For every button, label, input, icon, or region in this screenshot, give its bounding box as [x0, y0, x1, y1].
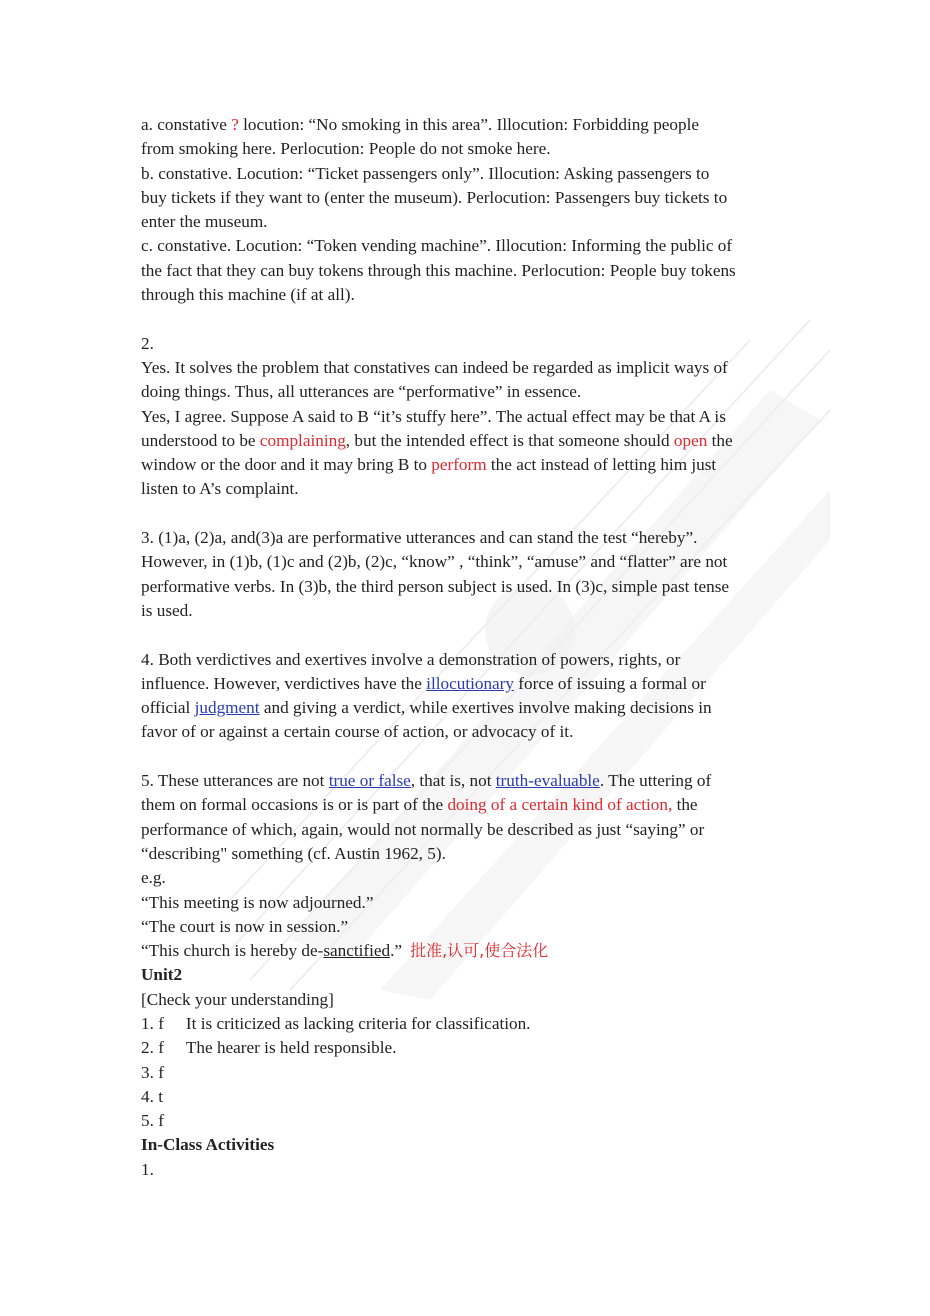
text: “This church is hereby de-: [141, 941, 324, 961]
link-true-or-false[interactable]: true or false: [328, 771, 411, 791]
section-5-line3: performance of which, again, would not normally be described as just “saying” or: [141, 819, 705, 839]
highlight-perform: perform: [431, 455, 487, 475]
answer-item: [141, 1109, 801, 1133]
section-2-p2-line1: Yes, I agree. Suppose A said to B “it’s stuffy here”. The actual effect may be that A is: [141, 406, 726, 426]
text: the: [672, 795, 698, 815]
check-understanding-heading: [Check your understanding]: [141, 989, 334, 1009]
answer-item: [141, 1085, 801, 1109]
section-2-p2-line2: [141, 429, 801, 453]
document-page: [141, 113, 801, 1182]
answer-number: 2. f: [141, 1038, 164, 1058]
chinese-annotation: 批准,认可,使合法化: [410, 941, 549, 961]
answer-number: 3. f: [141, 1062, 164, 1082]
answer-item: [141, 1036, 801, 1060]
section-5-line2: [141, 793, 801, 817]
text: window or the door and it may bring B to: [141, 455, 432, 475]
text: force of issuing a formal or: [514, 673, 706, 693]
text: 5. These utterances are not: [141, 771, 329, 791]
highlight-doing-action: doing of a certain kind of action,: [447, 795, 673, 815]
text: , that is, not: [410, 771, 496, 791]
answer-item: [141, 1061, 801, 1085]
highlight-complaining: complaining: [259, 430, 346, 450]
text: a. constative: [141, 115, 232, 134]
spacer: [141, 502, 801, 526]
spacer: [141, 745, 801, 769]
underlined-sanctified: sanctified: [323, 941, 391, 961]
answer-item: [141, 1012, 801, 1036]
answer-1c-line3: through this machine (if at all).: [141, 285, 355, 305]
text: official: [141, 698, 195, 718]
link-truth-evaluable[interactable]: truth-evaluable: [495, 771, 600, 791]
answer-number: 5. f: [141, 1111, 164, 1131]
text: influence. However, verdictives have the: [141, 673, 427, 693]
section-2-number: 2.: [141, 333, 154, 353]
section-3-line2: However, in (1)b, (1)c and (2)b, (2)c, “know” , “think”, “amuse” and “flatter” are not: [141, 552, 728, 572]
text: understood to be: [141, 430, 260, 450]
section-2-p1-line2: doing things. Thus, all utterances are “performative” in essence.: [141, 382, 582, 402]
text: the: [707, 430, 733, 450]
answer-1b-line3: enter the museum.: [141, 212, 268, 232]
text: locution: “No smoking in this area”. Illocution: Forbidding people: [238, 115, 700, 134]
answer-note: The hearer is held responsible.: [185, 1038, 397, 1058]
example-label: e.g.: [141, 868, 166, 888]
example-3: [141, 939, 801, 963]
question-mark-annotation: ?: [231, 115, 239, 134]
answer-1a-line1: [141, 113, 801, 137]
section-4-line4: favor of or against a certain course of action, or advocacy of it.: [141, 722, 574, 742]
text: them on formal occasions is or is part of the: [141, 795, 448, 815]
answer-number: 1. f: [141, 1013, 164, 1033]
answer-1c-line2: the fact that they can buy tokens through this machine. Perlocution: People buy tokens: [141, 260, 736, 280]
section-3-line1: 3. (1)a, (2)a, and(3)a are performative utterances and can stand the test “hereby”.: [141, 528, 698, 548]
section-2-p2-line4: listen to A’s complaint.: [141, 479, 299, 499]
activity-1-number: 1.: [141, 1159, 154, 1179]
section-4-line1: 4. Both verdictives and exertives involve a demonstration of powers, rights, or: [141, 649, 681, 669]
section-5-line4: “describing" something (cf. Austin 1962, 5).: [141, 843, 446, 863]
spacer: [141, 623, 801, 647]
section-4-line2: [141, 672, 801, 696]
answer-1b-line2: buy tickets if they want to (enter the museum). Perlocution: Passengers buy tickets to: [141, 187, 728, 207]
link-judgment[interactable]: judgment: [194, 698, 260, 718]
section-2-p2-line3: [141, 453, 801, 477]
text: the act instead of letting him just: [486, 455, 717, 475]
text: . The uttering of: [599, 771, 712, 791]
answer-1c-line1: c. constative. Locution: “Token vending machine”. Illocution: Informing the public of: [141, 236, 733, 256]
section-2-p1-line1: Yes. It solves the problem that constatives can indeed be regarded as implicit ways of: [141, 357, 728, 377]
highlight-open: open: [673, 430, 708, 450]
text: and giving a verdict, while exertives involve making decisions in: [259, 698, 712, 718]
text: .”: [390, 941, 403, 961]
text: , but the intended effect is that someone should: [345, 430, 674, 450]
spacer: [141, 307, 801, 331]
answer-note: It is criticized as lacking criteria for classification.: [185, 1013, 531, 1033]
example-1: “This meeting is now adjourned.”: [141, 892, 374, 912]
answer-number: 4. t: [141, 1086, 163, 1106]
answer-1a-line2: from smoking here. Perlocution: People do not smoke here.: [141, 139, 551, 159]
unit-2-heading: Unit2: [141, 965, 183, 985]
answer-1b-line1: b. constative. Locution: “Ticket passengers only”. Illocution: Asking passengers to: [141, 163, 710, 183]
section-3-line4: is used.: [141, 600, 193, 620]
in-class-activities-heading: In-Class Activities: [141, 1135, 275, 1155]
section-4-line3: [141, 696, 801, 720]
example-2: “The court is now in session.”: [141, 916, 349, 936]
section-3-line3: performative verbs. In (3)b, the third person subject is used. In (3)c, simple past tense: [141, 576, 730, 596]
link-illocutionary[interactable]: illocutionary: [426, 673, 514, 693]
section-5-line1: [141, 769, 801, 793]
